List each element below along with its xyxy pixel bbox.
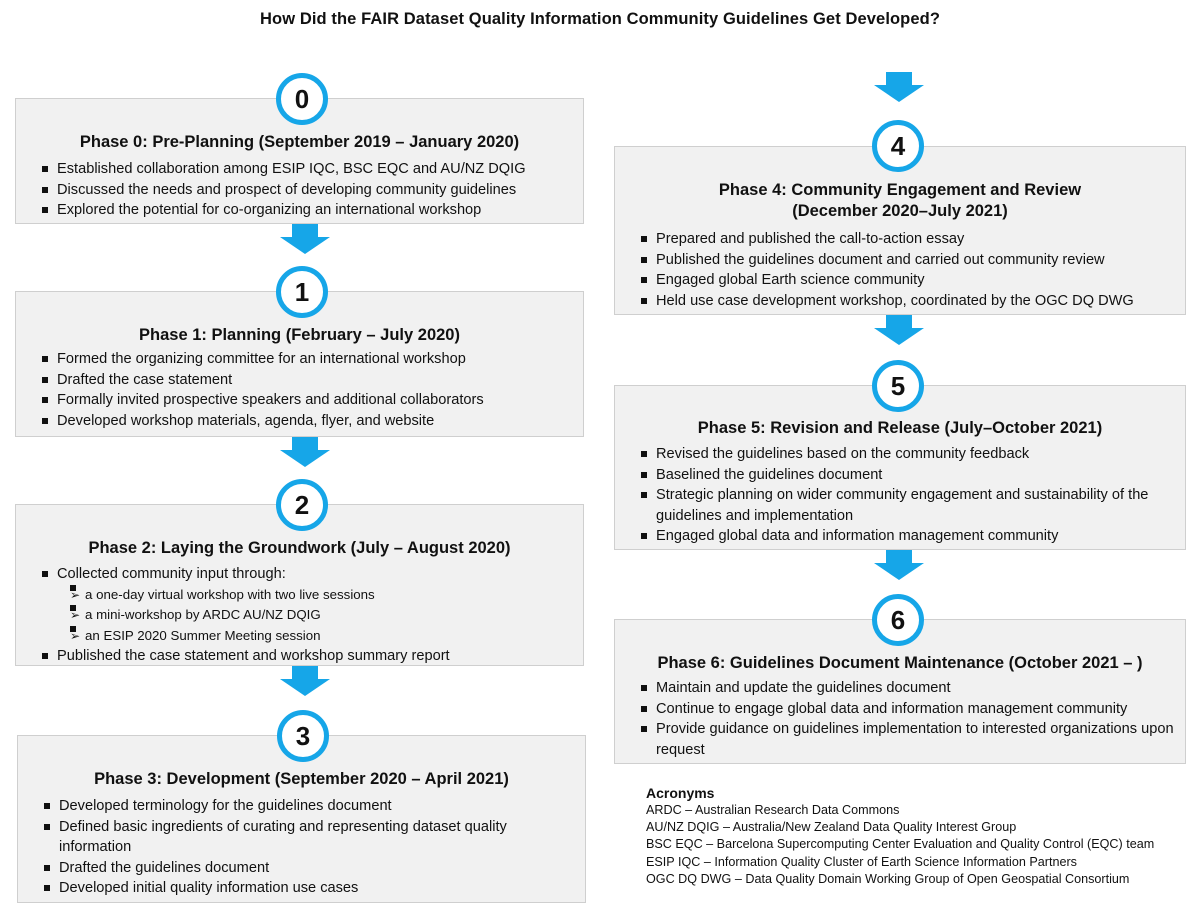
sub-list-item: ➢ a mini-workshop by ARDC AU/NZ DQIG [57, 605, 450, 626]
phase-number-badge: 4 [872, 120, 924, 172]
acronym-item: ARDC – Australian Research Data Commons [646, 803, 900, 817]
down-arrow-icon [874, 550, 924, 580]
list-item: Strategic planning on wider community engagement and sustainability of the guidelines and implementation [640, 485, 1170, 526]
phase-title: Phase 4: Community Engagement and Review (December 2020–July 2021) [718, 181, 1082, 220]
list-item: Established collaboration among ESIP IQC, BSC EQC and AU/NZ DQIG [41, 159, 526, 180]
phase-number-badge: 6 [872, 594, 924, 646]
acronym-item: ESIP IQC – Information Quality Cluster of Earth Science Information Partners [646, 854, 1077, 869]
bullet-list [640, 678, 1175, 760]
down-arrow-icon [874, 315, 924, 345]
phase-title: Phase 5: Revision and Release (July–October 2021) [697, 419, 1103, 437]
list-item: Prepared and published the call-to-action essay [640, 229, 1134, 250]
acronyms-heading: Acronyms [646, 785, 715, 801]
list-item: Formally invited prospective speakers and additional collaborators [41, 390, 484, 411]
list-item: Continue to engage global data and information management community [640, 699, 1175, 720]
down-arrow-icon [280, 666, 330, 696]
phase-title: Phase 6: Guidelines Document Maintenance (October 2021 – ) [657, 654, 1143, 672]
acronyms-section [646, 784, 1154, 888]
list-item: Engaged global data and information management community [640, 526, 1170, 547]
list-item: Published the case statement and workshop summary report [41, 646, 450, 667]
bullet-list [41, 564, 450, 667]
list-item: Drafted the case statement [41, 370, 484, 391]
list-item: Maintain and update the guidelines document [640, 678, 1175, 699]
list-item: Explored the potential for co-organizing an international workshop [41, 200, 526, 221]
phase-number-badge: 5 [872, 360, 924, 412]
bullet-list [41, 349, 484, 431]
list-item: Drafted the guidelines document [43, 858, 563, 879]
list-item: Defined basic ingredients of curating and representing dataset quality information [43, 817, 563, 858]
acronym-item: OGC DQ DWG – Data Quality Domain Working Group of Open Geospatial Consortium [646, 871, 1130, 886]
phase-title: Phase 3: Development (September 2020 – April 2021) [94, 770, 509, 788]
down-arrow-icon [280, 437, 330, 467]
down-arrow-icon [280, 224, 330, 254]
sub-bullet-list [57, 585, 450, 647]
phase-title: Phase 1: Planning (February – July 2020) [139, 326, 460, 344]
sub-list-item: ➢ an ESIP 2020 Summer Meeting session [57, 626, 450, 647]
phase-number-badge: 3 [277, 710, 329, 762]
list-item: Collected community input through: ➢ a one-day virtual workshop with two live sessions ➢ a mini-workshop by ARDC AU/NZ DQIG ➢ an ESIP 2020 Summer Meeting session [41, 564, 450, 646]
acronyms-list [646, 802, 1154, 888]
list-item: Provide guidance on guidelines implementation to interested organizations upon request [640, 719, 1175, 760]
list-item: Developed workshop materials, agenda, flyer, and website [41, 411, 484, 432]
acronym-item: BSC EQC – Barcelona Supercomputing Center Evaluation and Quality Control (EQC) team [646, 837, 1155, 852]
bullet-list [41, 159, 526, 221]
list-item: Formed the organizing committee for an international workshop [41, 349, 484, 370]
list-item: Revised the guidelines based on the community feedback [640, 444, 1170, 465]
phase-title: Phase 0: Pre-Planning (September 2019 – January 2020) [79, 133, 520, 151]
bullet-list [640, 229, 1134, 311]
phase-number-badge: 2 [276, 479, 328, 531]
diagram-title: How Did the FAIR Dataset Quality Information Community Guidelines Get Developed? [260, 10, 940, 28]
list-item: Engaged global Earth science community [640, 270, 1134, 291]
phase-number-badge: 0 [276, 73, 328, 125]
bullet-list [640, 444, 1170, 547]
list-item: Developed initial quality information use cases [43, 878, 563, 899]
down-arrow-icon [874, 72, 924, 102]
list-item: Developed terminology for the guidelines document [43, 796, 563, 817]
sub-list-item: ➢ a one-day virtual workshop with two live sessions [57, 585, 450, 606]
phase-number-badge: 1 [276, 266, 328, 318]
phase-title: Phase 2: Laying the Groundwork (July – August 2020) [88, 539, 511, 557]
list-item: Held use case development workshop, coordinated by the OGC DQ DWG [640, 291, 1134, 312]
acronym-item: AU/NZ DQIG – Australia/New Zealand Data Quality Interest Group [646, 820, 1017, 835]
list-item: Published the guidelines document and carried out community review [640, 250, 1134, 271]
bullet-list [43, 796, 563, 899]
list-item: Baselined the guidelines document [640, 465, 1170, 486]
list-item: Discussed the needs and prospect of developing community guidelines [41, 180, 526, 201]
